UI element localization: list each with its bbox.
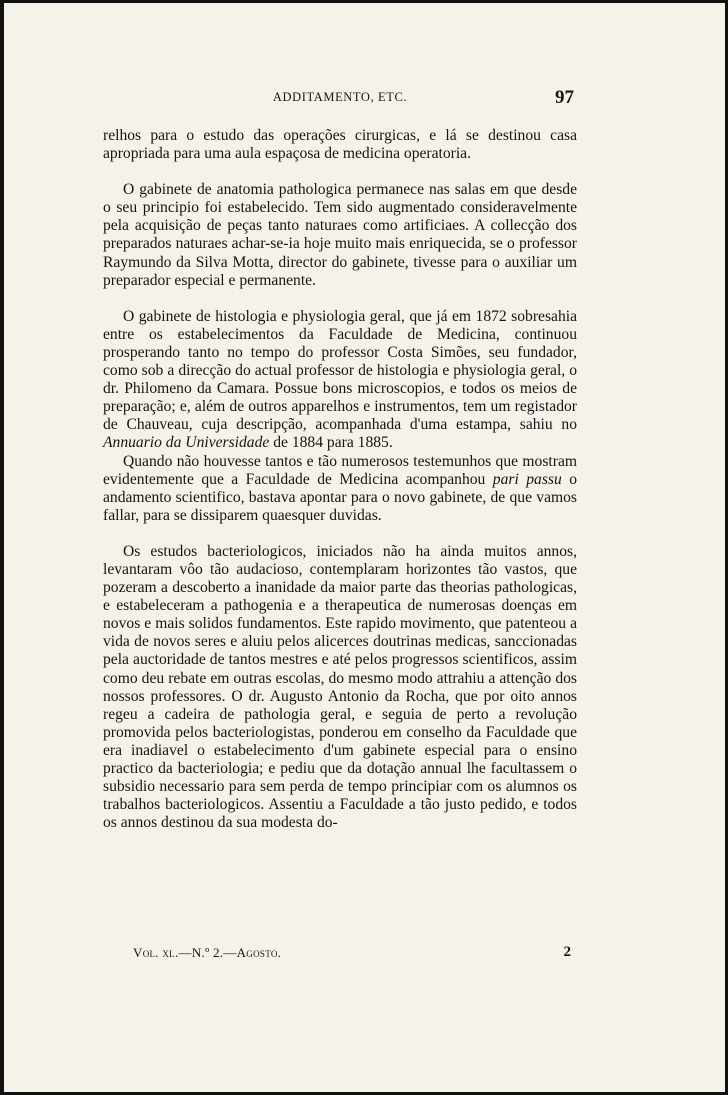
signature-number: 2 (563, 944, 571, 960)
running-head (103, 87, 577, 111)
paragraph-text: de 1884 para 1885. (269, 434, 393, 452)
running-title: ADDITAMENTO, ETC. (272, 90, 408, 104)
paragraph-evidence (103, 453, 577, 525)
latin-phrase: pari passu (492, 470, 562, 488)
paragraph-text: Quando não houvesse tantos e tão numerosos testemunhos que mostram evidentemente que a Faculdade de Medicina acompanhou (103, 452, 577, 488)
document-page (4, 3, 725, 1092)
paragraph-text: relhos para o estudo das operações cirurgicas, e lá se destinou casa apropriada para uma aula espaçosa de medicina operatoria. (103, 127, 577, 163)
journal-title: Annuario da Universidade (103, 434, 270, 452)
paragraph-text: Os estudos bacteriologicos, iniciados não ha ainda muitos annos, levantaram vôo tão audacioso, contemplaram horizontes tão vastos, que pozeram a descoberto a inanidade da maior parte das theorias pathologicas, e estabeleceram a pathogenia e a therapeutica de numerosas doenças em novos e mais solidos fundamentos. Este rapido movimento, que patenteou a vida de novos seres e aluiu pelos alicerces doutrinas medicas, sanccionadas pela auctoridade de tantos mestres e até pelos progressos scientificos, assim como deu rebate em outras escolas, do mesmo modo attrahiu a attenção dos nossos professores. O dr. Augusto Antonio da Rocha, que por oito annos regeu a cadeira de pathologia geral, e seguia de perto a revolução promovida pelos bacteriologistas, ponderou em conselho da Faculdade que era inadiavel o estabelecimento d'um gabinete especial para o ensino practico da bacteriologia; e pediu que da dotação annual lhe facultassem o subsidio necessario para sem perda de tempo principiar com os alumnos os trabalhos bacteriologicos. Assentiu a Faculdade a tão justo pedido, e todos os annos destinou da sua modesta do- (103, 542, 577, 832)
paragraph-histology (103, 308, 577, 453)
paragraph-text: O gabinete de anatomia pathologica permanece nas salas em que desde o seu principio foi estabelecido. Tem sido augmentado consideravelmente pela acquisição de peças tanto naturaes como artificiaes. A collecção dos preparados naturaes achar-se-ia hoje muito mais enriquecida, se o professor Raymundo da Silva Motta, director do gabinete, tivesse para o auxiliar um preparador especial e permanente. (103, 181, 577, 289)
paragraph-text: O gabinete de histologia e physiologia geral, que já em 1872 sobresahia entre os estabelecimentos da Faculdade de Medicina, continuou prosperando tanto no tempo do professor Costa Simões, seu fundador, como sob a direcção do actual professor de histologia e physiologia geral, o dr. Philomeno da Camara. Possue bons microscopios, e todos os meios de preparação; e, além de outros apparelhos e instrumentos, tem um registador de Chauveau, cuja descripção, acompanhada d'uma estampa, sahiu no (103, 307, 577, 434)
volume-signature: Vol. xl.—N.º 2.—Agosto. (133, 945, 282, 960)
page-number: 97 (555, 87, 574, 108)
paragraph-text: o andamento scientifico, bastava apontar para o novo gabinete, de que vamos fallar, para se dissiparem quaesquer duvidas. (103, 470, 578, 524)
signature-line (133, 944, 577, 964)
paragraph-anatomy (103, 181, 577, 290)
paragraph-bacteriology (103, 543, 577, 833)
paragraph-continuation (103, 127, 577, 163)
body-text (103, 127, 577, 832)
